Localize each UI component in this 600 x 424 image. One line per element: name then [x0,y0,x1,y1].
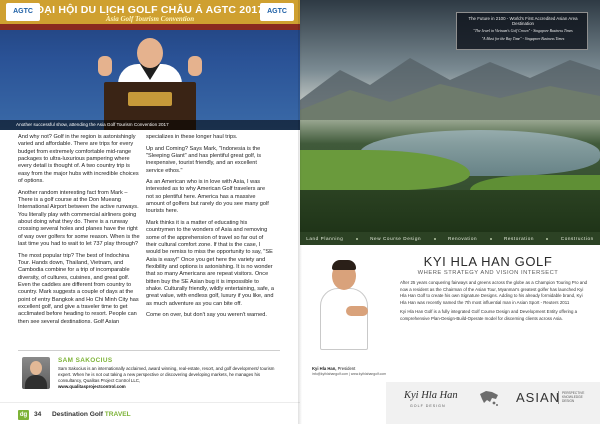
ad-body [400,280,588,326]
photo-caption [312,366,382,371]
speaker-head [137,38,163,68]
president-arm [346,306,368,316]
kyi-hla-han-photo [312,248,376,366]
page-footer [0,402,300,424]
services-band [300,232,600,245]
page-gutter [298,0,302,424]
author-bio [58,366,280,390]
award-quote-2: "A Must for the Bay Time" - Singapore Business Times [481,37,565,41]
convention-photo [0,0,300,130]
banner-stripe [0,24,300,30]
banner-subtitle: Asia Golf Tourism Convention [105,15,195,23]
paragraph: As an American who is in love with Asia, I was interested as to why American Golf travelers are not so plentiful here. America has a massive amount of golfers but rarely do you see many golf tourists here. [146,179,269,215]
ad-paragraph: Kyi Hla Han Golf is a fully integrated Golf Course Design and Development Entity offering a comprehensive Plan-Design-Build-Operate model for discerning clients across Asia. [400,309,578,321]
asian-logo-word: ASIAN [516,390,561,405]
service-restoration: Restoration [503,236,535,241]
asia-map-icon [478,388,500,408]
magazine-name [52,411,131,418]
award-heading: The Future in 2100 - World's First Accredited Asian Area Destination [468,16,578,26]
author-avatar [22,357,50,389]
right-page [300,0,600,424]
award-quote-box [456,12,588,50]
author-name: SAM SAKOCIUS [58,357,113,364]
service-new-course-design: New Course Design [370,236,422,241]
podium-plate [128,92,172,106]
author-website-link[interactable]: www.qualitasprojectcontrol.com [58,384,126,389]
ad-headline: KYI HLA HAN GOLF [423,254,553,269]
article-column-2 [146,134,274,324]
section-name: TRAVEL [104,411,131,418]
contact-email-link[interactable]: info@kyihlahangolf.com | www.kyihlahangolf.com [312,372,387,376]
president-body [320,288,368,350]
paragraph: Up and Coming? Says Mark, "Indonesia is the "Sleeping Giant" and has plentiful great golf, is inexpensive, tourist friendly, and an excellent service ethos." [146,145,261,174]
thumb-up-right [188,56,202,76]
paragraph: Another random interesting fact from Mark – There is a golf course at the Don Mueang International Airport between the active runways. You literally play with commercial airliners going about doing what they do. There is a runway crossing several holes and planes have the right of way over golfers for some reason. When is the last time you had to wait to let 737 play through? [18,189,140,247]
ad-paragraph: After 25 years conquering fairways and greens across the globe as a Champion Touring Pro and now a resident as the Chairman of the Asian Tour, Myanmar's greatest golfer has launched Kyi Hla Han Golf to create his own Signature Designs. Adding to his already formidable brand, Kyi Hla Han was recently named the 7th most influential man in Asian Sport - Reuters 2011 [400,280,588,305]
mountain-range [300,40,600,120]
separator-dot [356,238,358,240]
separator-dot [490,238,492,240]
magazine-title: Destination Golf [52,411,103,418]
asian-logo-subtitle: PERSPECTIVE KNOWLEDGE DESIGN [558,391,594,404]
page-number: 34 [34,411,42,418]
paragraph: specializes in these longer haul trips. [146,134,238,140]
separator-dot [434,238,436,240]
caption-name: Kyi Hla Han, [312,366,337,371]
president-hair [332,260,356,270]
banner-title: ĐẠI HỘI DU LỊCH GOLF CHÂU Á AGTC 2017 [36,4,264,16]
paragraph: Come on over, but don't say you weren't warned. [146,312,267,319]
paragraph: Mark thinks it is a matter of educating his countrymen to the wonders of Asia and removing some of the apprehension of travel so far out of their cultural comfort zone. If that is the case, I would be remiss to miss the opportunity to say, "SE Asia is easy!" Once you get here the variety and flexibility and options is astonishing. It is no wonder that so many Americans are repeat visitors. Once bitten buy the SE Asian bug it is impossible to shake. Culturally friendly, wildly entertaining, safe, a great value, with endless golf, luxury if you like, and as much adventure as you can bite off. [146,220,274,307]
author-bio-text: Sam Sakocius is an internationally acclaimed, award winning, real-estate, resort, and golf development/ tourism expert. When he is not out taking a new perspective or discovering developing markets, he manages his consultancy, Qualitas Project Control LLC, [58,366,275,383]
dg-logo: dg [19,412,28,418]
golf-landscape-photo [300,0,600,232]
article-column-1 [18,134,140,330]
thumb-up-left [98,56,112,76]
agtc-logo-right: AGTC [260,3,294,21]
caption-title: President [337,366,356,371]
separator-dot [546,238,548,240]
ad-tagline: WHERE STRATEGY AND VISION INTERSECT [417,270,559,276]
paragraph: And why not? Golf in the region is astonishingly varied and affordable. There are trips for every budget from extremely comfortable mid-range packages to ultra-luxurious pampering where every detail is thought of. A two country trip is easy from the major hubs with incredible choices of options. [18,134,139,185]
award-quote-1: "The Jewel in Vietnam's Golf Crown" - Singapore Business Times [473,29,573,33]
paragraph: The most popular trip? The best of Indochina Tour. Hands down, Thailand, Vietnam, and Cambodia combine for a trip of incomparable diversity, of cultures, cuisines, and great golf. Even the caddies are different from country to country. Mark suggests a couple of days at the point of entry Bangkok and Ho Chi Minh City has excellent golf, and give a traveler time to get acclimated before heading to resort. People can then see several destinations. Golf Asian [18,252,139,325]
photo-caption: Another successful show, attending the Asia Golf Tourism Convention 2017 [0,120,300,130]
service-construction: Construction [560,236,594,241]
agtc-logo-left: AGTC [6,3,40,21]
author-box [18,350,280,400]
service-renovation: Renovation [447,236,478,241]
service-land-planning: Land Planning [306,236,344,241]
kyi-hla-han-script-logo: Kyi Hla Han [404,390,458,401]
tree-line [300,190,600,232]
golf-design-label: GOLF DESIGN [410,404,446,408]
